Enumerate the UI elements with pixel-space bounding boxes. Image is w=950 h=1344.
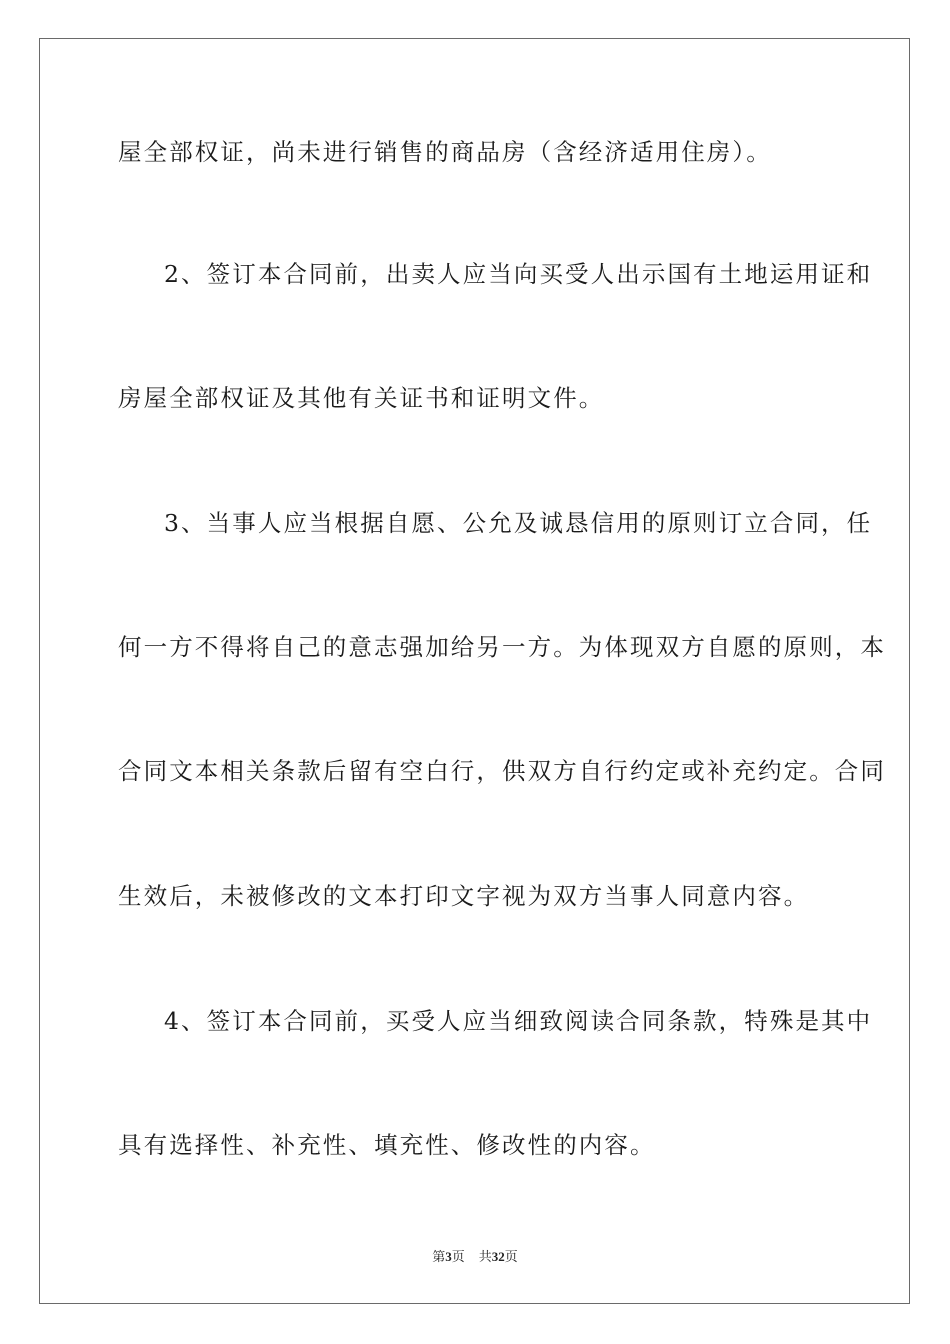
text-line-3: 房屋全部权证及其他有关证书和证明文件。: [118, 384, 605, 412]
text-line-5: 何一方不得将自己的意志强加给另一方。为体现双方自愿的原则，本: [118, 633, 886, 661]
footer-total-prefix: 共: [478, 1250, 492, 1265]
footer-total-number: 32: [491, 1249, 505, 1264]
text-line-1: 屋全部权证，尚未进行销售的商品房（含经济适用住房）。: [118, 138, 772, 166]
footer-page-number: 3: [445, 1249, 452, 1264]
text-line-7: 生效后，未被修改的文本打印文字视为双方当事人同意内容。: [118, 882, 810, 910]
footer-total-suffix: 页: [504, 1250, 518, 1265]
text-line-4: 3、当事人应当根据自愿、公允及诚恳信用的原则订立合同，任: [164, 509, 873, 537]
text-line-2: 2、签订本合同前，出卖人应当向买受人出示国有土地运用证和: [164, 260, 873, 288]
page-footer: [0, 1248, 950, 1267]
page-border: [39, 38, 910, 1304]
text-line-9: 具有选择性、补充性、填充性、修改性的内容。: [118, 1131, 656, 1159]
text-line-6: 合同文本相关条款后留有空白行，供双方自行约定或补充约定。合同: [118, 757, 886, 785]
footer-page-prefix: 第: [432, 1250, 446, 1265]
footer-page-suffix: 页: [451, 1250, 465, 1265]
text-line-8: 4、签订本合同前，买受人应当细致阅读合同条款，特殊是其中: [164, 1007, 873, 1035]
